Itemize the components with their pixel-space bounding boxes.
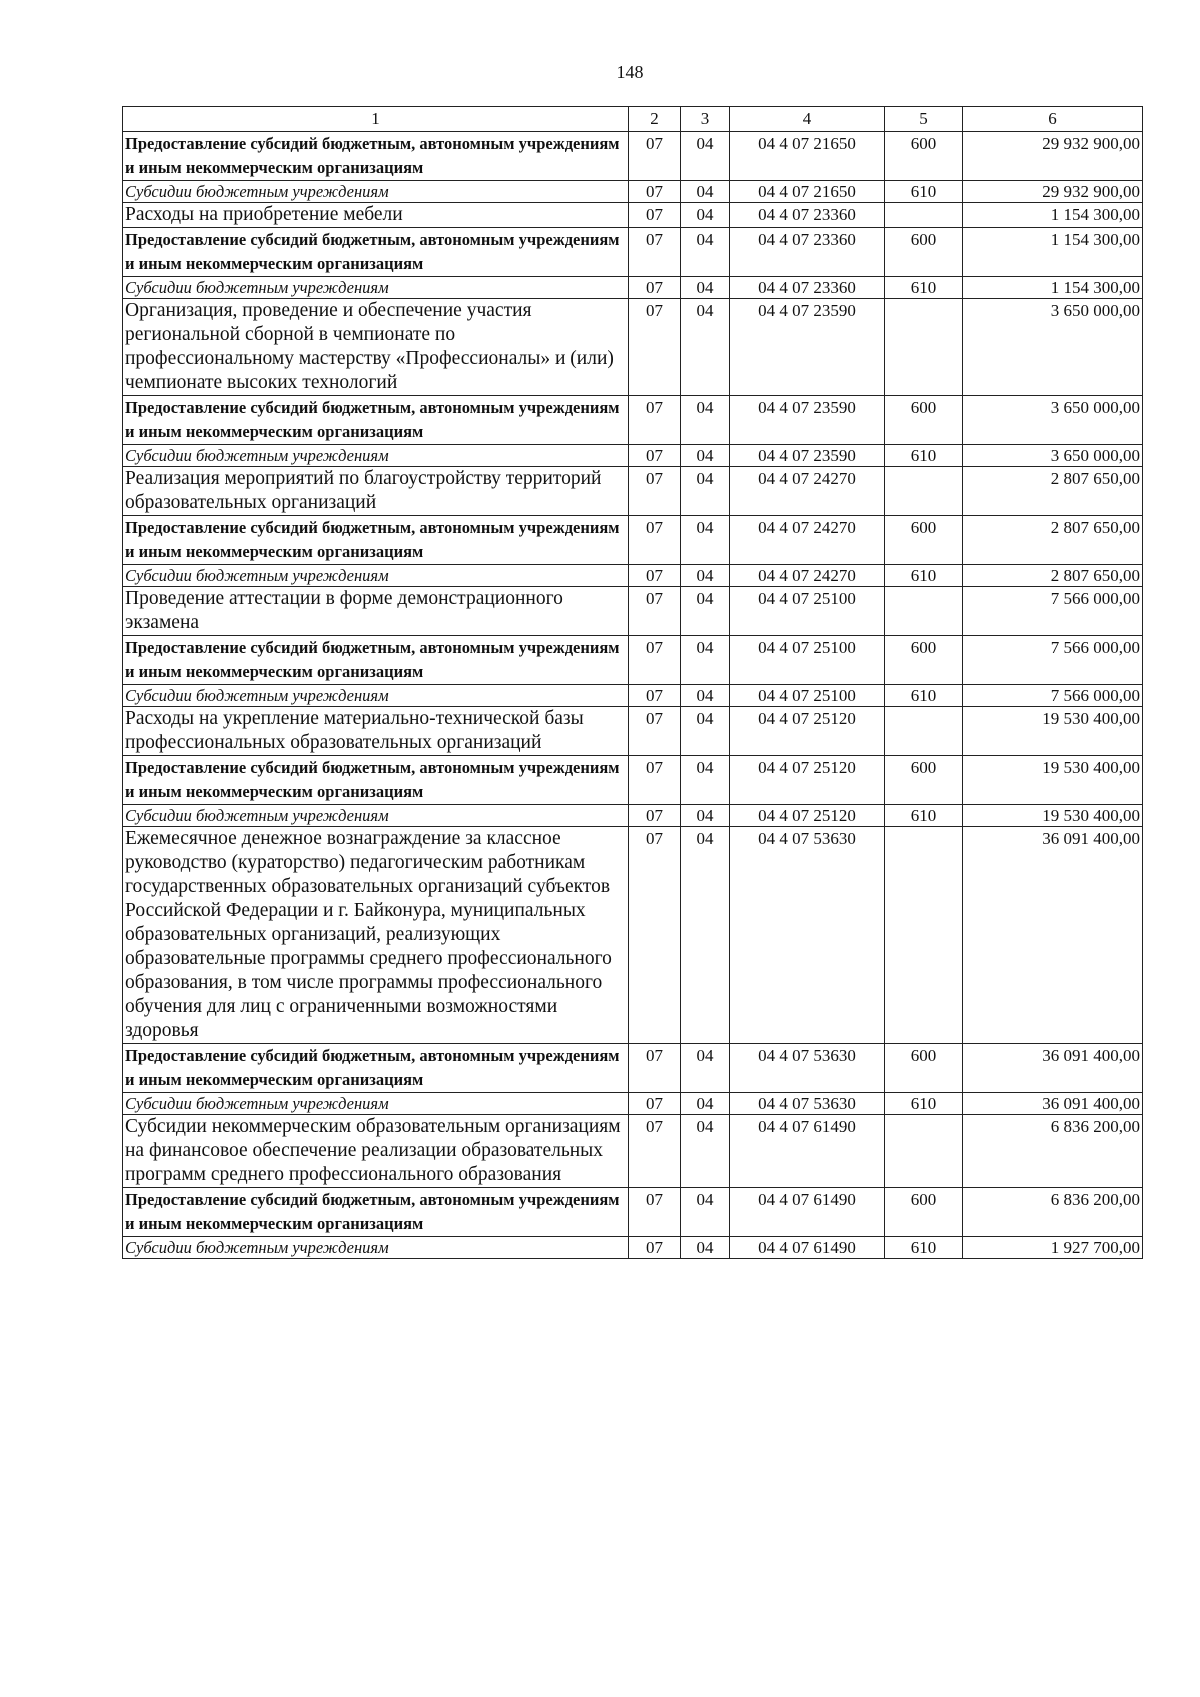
row-name-cell: Субсидии бюджетным учреждениям: [123, 565, 629, 587]
row-subsection-cell: 04: [681, 587, 730, 636]
row-section-cell: 07: [629, 565, 681, 587]
row-section-cell: 07: [629, 299, 681, 396]
row-expense-type-cell: 610: [885, 805, 963, 827]
row-subsection-cell: 04: [681, 707, 730, 756]
row-name-cell: Предоставление субсидий бюджетным, автономным учреждениям и иным некоммерческим организациям: [123, 636, 629, 685]
row-amount-cell: 29 932 900,00: [963, 132, 1143, 181]
row-section-cell: 07: [629, 181, 681, 203]
row-expense-type-cell: 600: [885, 396, 963, 445]
table-row: [123, 203, 1143, 228]
row-section-cell: 07: [629, 132, 681, 181]
table-row: [123, 299, 1143, 396]
row-expense-type-cell: 610: [885, 685, 963, 707]
row-name-cell: Расходы на приобретение мебели: [123, 203, 629, 228]
row-target-article-cell: 04 4 07 53630: [730, 1093, 885, 1115]
page-number: 148: [616, 62, 644, 82]
row-subsection-cell: 04: [681, 277, 730, 299]
row-target-article-cell: 04 4 07 24270: [730, 467, 885, 516]
row-name-cell: Предоставление субсидий бюджетным, автономным учреждениям и иным некоммерческим организациям: [123, 516, 629, 565]
table-row: [123, 827, 1143, 1044]
table-row: [123, 467, 1143, 516]
row-section-cell: 07: [629, 827, 681, 1044]
table-row: [123, 1044, 1143, 1093]
header-col-4: 4: [730, 107, 885, 132]
row-name-cell: Субсидии бюджетным учреждениям: [123, 805, 629, 827]
table-row: [123, 707, 1143, 756]
row-amount-cell: 1 154 300,00: [963, 277, 1143, 299]
row-expense-type-cell: [885, 827, 963, 1044]
row-section-cell: 07: [629, 636, 681, 685]
row-section-cell: 07: [629, 1115, 681, 1188]
row-expense-type-cell: 600: [885, 228, 963, 277]
row-name-cell: Субсидии бюджетным учреждениям: [123, 1093, 629, 1115]
row-expense-type-cell: 600: [885, 1188, 963, 1237]
row-section-cell: 07: [629, 1093, 681, 1115]
row-name-cell: Предоставление субсидий бюджетным, автономным учреждениям и иным некоммерческим организациям: [123, 396, 629, 445]
row-section-cell: 07: [629, 277, 681, 299]
row-target-article-cell: 04 4 07 53630: [730, 827, 885, 1044]
row-name-cell: Субсидии бюджетным учреждениям: [123, 445, 629, 467]
header-col-6: 6: [963, 107, 1143, 132]
row-target-article-cell: 04 4 07 23590: [730, 299, 885, 396]
row-target-article-cell: 04 4 07 25120: [730, 756, 885, 805]
row-target-article-cell: 04 4 07 23360: [730, 228, 885, 277]
row-amount-cell: 19 530 400,00: [963, 805, 1143, 827]
table-row: [123, 396, 1143, 445]
row-section-cell: 07: [629, 467, 681, 516]
row-name-cell: Предоставление субсидий бюджетным, автономным учреждениям и иным некоммерческим организациям: [123, 228, 629, 277]
table-row: [123, 805, 1143, 827]
row-amount-cell: 1 927 700,00: [963, 1237, 1143, 1259]
table-row: [123, 756, 1143, 805]
header-col-1: 1: [123, 107, 629, 132]
row-subsection-cell: 04: [681, 1044, 730, 1093]
row-subsection-cell: 04: [681, 685, 730, 707]
row-subsection-cell: 04: [681, 132, 730, 181]
budget-table: [122, 106, 1143, 1259]
row-target-article-cell: 04 4 07 23590: [730, 396, 885, 445]
row-amount-cell: 29 932 900,00: [963, 181, 1143, 203]
row-amount-cell: 3 650 000,00: [963, 299, 1143, 396]
row-target-article-cell: 04 4 07 61490: [730, 1115, 885, 1188]
table-row: [123, 587, 1143, 636]
row-subsection-cell: 04: [681, 1237, 730, 1259]
row-subsection-cell: 04: [681, 203, 730, 228]
table-row: [123, 445, 1143, 467]
row-subsection-cell: 04: [681, 636, 730, 685]
row-name-cell: Предоставление субсидий бюджетным, автономным учреждениям и иным некоммерческим организациям: [123, 132, 629, 181]
table-row: [123, 132, 1143, 181]
row-target-article-cell: 04 4 07 24270: [730, 565, 885, 587]
row-name-cell: Реализация мероприятий по благоустройству территорий образовательных организаций: [123, 467, 629, 516]
row-target-article-cell: 04 4 07 25120: [730, 707, 885, 756]
row-section-cell: 07: [629, 1188, 681, 1237]
row-name-cell: Ежемесячное денежное вознаграждение за классное руководство (кураторство) педагогическим работникам государственных образовательных организаций субъектов Российской Федерации и г. Байконура, муниципальных образовательных организаций, реализующих образовательные программы среднего профессионального образования, в том числе программы профессионального обучения для лиц с ограниченными возможностями здоровья: [123, 827, 629, 1044]
row-subsection-cell: 04: [681, 1188, 730, 1237]
table-row: [123, 1188, 1143, 1237]
row-expense-type-cell: 610: [885, 565, 963, 587]
row-subsection-cell: 04: [681, 396, 730, 445]
table-row: [123, 516, 1143, 565]
row-name-cell: Субсидии бюджетным учреждениям: [123, 685, 629, 707]
table-row: [123, 565, 1143, 587]
row-target-article-cell: 04 4 07 24270: [730, 516, 885, 565]
row-expense-type-cell: 610: [885, 277, 963, 299]
row-amount-cell: 1 154 300,00: [963, 203, 1143, 228]
row-name-cell: Субсидии бюджетным учреждениям: [123, 1237, 629, 1259]
row-section-cell: 07: [629, 396, 681, 445]
row-subsection-cell: 04: [681, 805, 730, 827]
row-target-article-cell: 04 4 07 25100: [730, 587, 885, 636]
row-name-cell: Предоставление субсидий бюджетным, автономным учреждениям и иным некоммерческим организациям: [123, 756, 629, 805]
row-expense-type-cell: [885, 1115, 963, 1188]
row-amount-cell: 7 566 000,00: [963, 587, 1143, 636]
row-section-cell: 07: [629, 1237, 681, 1259]
row-section-cell: 07: [629, 756, 681, 805]
row-expense-type-cell: [885, 587, 963, 636]
row-amount-cell: 2 807 650,00: [963, 467, 1143, 516]
header-col-2: 2: [629, 107, 681, 132]
table-row: [123, 1093, 1143, 1115]
row-amount-cell: 6 836 200,00: [963, 1188, 1143, 1237]
row-subsection-cell: 04: [681, 827, 730, 1044]
row-expense-type-cell: 600: [885, 636, 963, 685]
row-target-article-cell: 04 4 07 53630: [730, 1044, 885, 1093]
row-subsection-cell: 04: [681, 1093, 730, 1115]
row-name-cell: Расходы на укрепление материально-технической базы профессиональных образовательных организаций: [123, 707, 629, 756]
row-section-cell: 07: [629, 685, 681, 707]
row-section-cell: 07: [629, 203, 681, 228]
row-subsection-cell: 04: [681, 228, 730, 277]
row-section-cell: 07: [629, 445, 681, 467]
row-expense-type-cell: 600: [885, 1044, 963, 1093]
row-amount-cell: 19 530 400,00: [963, 756, 1143, 805]
row-expense-type-cell: 610: [885, 1093, 963, 1115]
row-expense-type-cell: 610: [885, 181, 963, 203]
row-amount-cell: 6 836 200,00: [963, 1115, 1143, 1188]
row-expense-type-cell: [885, 203, 963, 228]
row-amount-cell: 36 091 400,00: [963, 1044, 1143, 1093]
row-subsection-cell: 04: [681, 299, 730, 396]
table-body: [123, 132, 1143, 1259]
row-amount-cell: 7 566 000,00: [963, 636, 1143, 685]
row-name-cell: Субсидии некоммерческим образовательным организациям на финансовое обеспечение реализации образовательных программ среднего профессионального образования: [123, 1115, 629, 1188]
row-amount-cell: 7 566 000,00: [963, 685, 1143, 707]
row-amount-cell: 36 091 400,00: [963, 827, 1143, 1044]
row-subsection-cell: 04: [681, 565, 730, 587]
row-amount-cell: 3 650 000,00: [963, 396, 1143, 445]
table-row: [123, 277, 1143, 299]
row-expense-type-cell: 610: [885, 445, 963, 467]
row-section-cell: 07: [629, 805, 681, 827]
row-subsection-cell: 04: [681, 467, 730, 516]
row-name-cell: Субсидии бюджетным учреждениям: [123, 277, 629, 299]
table-header-row: [123, 107, 1143, 132]
row-expense-type-cell: 610: [885, 1237, 963, 1259]
row-section-cell: 07: [629, 587, 681, 636]
row-name-cell: Организация, проведение и обеспечение участия региональной сборной в чемпионате по профессиональному мастерству «Профессионалы» и (или) чемпионате высоких технологий: [123, 299, 629, 396]
row-subsection-cell: 04: [681, 756, 730, 805]
row-expense-type-cell: [885, 707, 963, 756]
row-name-cell: Проведение аттестации в форме демонстрационного экзамена: [123, 587, 629, 636]
row-target-article-cell: 04 4 07 25100: [730, 636, 885, 685]
row-amount-cell: 36 091 400,00: [963, 1093, 1143, 1115]
row-amount-cell: 2 807 650,00: [963, 516, 1143, 565]
row-subsection-cell: 04: [681, 181, 730, 203]
row-target-article-cell: 04 4 07 23590: [730, 445, 885, 467]
table-row: [123, 181, 1143, 203]
row-section-cell: 07: [629, 228, 681, 277]
row-expense-type-cell: 600: [885, 132, 963, 181]
row-target-article-cell: 04 4 07 25120: [730, 805, 885, 827]
table-row: [123, 228, 1143, 277]
row-section-cell: 07: [629, 516, 681, 565]
header-col-3: 3: [681, 107, 730, 132]
row-target-article-cell: 04 4 07 61490: [730, 1237, 885, 1259]
row-amount-cell: 3 650 000,00: [963, 445, 1143, 467]
table-row: [123, 1237, 1143, 1259]
row-expense-type-cell: [885, 299, 963, 396]
header-col-5: 5: [885, 107, 963, 132]
row-subsection-cell: 04: [681, 445, 730, 467]
row-target-article-cell: 04 4 07 21650: [730, 132, 885, 181]
row-name-cell: Предоставление субсидий бюджетным, автономным учреждениям и иным некоммерческим организациям: [123, 1044, 629, 1093]
row-target-article-cell: 04 4 07 61490: [730, 1188, 885, 1237]
row-name-cell: Субсидии бюджетным учреждениям: [123, 181, 629, 203]
row-section-cell: 07: [629, 1044, 681, 1093]
row-target-article-cell: 04 4 07 23360: [730, 277, 885, 299]
row-subsection-cell: 04: [681, 516, 730, 565]
table-row: [123, 685, 1143, 707]
table-row: [123, 1115, 1143, 1188]
row-amount-cell: 2 807 650,00: [963, 565, 1143, 587]
row-amount-cell: 1 154 300,00: [963, 228, 1143, 277]
row-section-cell: 07: [629, 707, 681, 756]
row-expense-type-cell: 600: [885, 516, 963, 565]
row-target-article-cell: 04 4 07 21650: [730, 181, 885, 203]
row-expense-type-cell: [885, 467, 963, 516]
row-target-article-cell: 04 4 07 25100: [730, 685, 885, 707]
row-amount-cell: 19 530 400,00: [963, 707, 1143, 756]
row-target-article-cell: 04 4 07 23360: [730, 203, 885, 228]
row-expense-type-cell: 600: [885, 756, 963, 805]
row-subsection-cell: 04: [681, 1115, 730, 1188]
table-row: [123, 636, 1143, 685]
row-name-cell: Предоставление субсидий бюджетным, автономным учреждениям и иным некоммерческим организациям: [123, 1188, 629, 1237]
